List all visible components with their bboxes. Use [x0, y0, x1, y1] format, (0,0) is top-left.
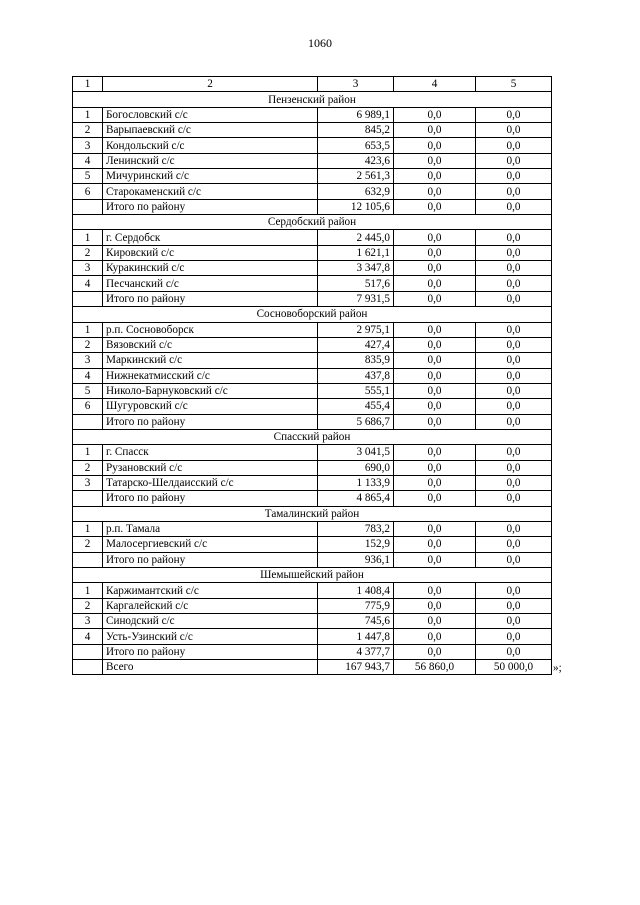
value-col-5: 0,0 [476, 414, 552, 429]
settlement-name: Кировский с/с [103, 245, 318, 260]
district-total-row [73, 491, 552, 506]
settlement-name: Итого по району [103, 552, 318, 567]
value-col-5: 0,0 [476, 153, 552, 168]
value-col-5: 0,0 [476, 245, 552, 260]
row-number [73, 644, 103, 659]
value-col-4: 0,0 [394, 123, 476, 138]
row-number: 2 [73, 245, 103, 260]
table-row [73, 337, 552, 352]
district-header-row [73, 568, 552, 583]
value-col-5: 0,0 [476, 552, 552, 567]
value-col-4: 0,0 [394, 491, 476, 506]
table-row [73, 153, 552, 168]
settlement-name: Итого по району [103, 491, 318, 506]
row-number: 4 [73, 368, 103, 383]
value-col-5: 0,0 [476, 521, 552, 536]
value-col-4: 56 860,0 [394, 660, 476, 675]
value-col-3: 6 989,1 [318, 107, 394, 122]
value-col-5: 0,0 [476, 291, 552, 306]
settlement-name: г. Сердобск [103, 230, 318, 245]
value-col-4: 0,0 [394, 337, 476, 352]
district-total-row [73, 644, 552, 659]
row-number [73, 660, 103, 675]
value-col-4: 0,0 [394, 414, 476, 429]
settlement-name: р.п. Сосновоборск [103, 322, 318, 337]
value-col-4: 0,0 [394, 583, 476, 598]
value-col-5: 0,0 [476, 123, 552, 138]
district-title: Шемышейский район [73, 568, 552, 583]
table-row [73, 107, 552, 122]
value-col-4: 0,0 [394, 107, 476, 122]
settlement-name: Всего [103, 660, 318, 675]
value-col-3: 7 931,5 [318, 291, 394, 306]
value-col-3: 745,6 [318, 614, 394, 629]
settlement-name: Шугуровский с/с [103, 399, 318, 414]
row-number: 2 [73, 460, 103, 475]
value-col-3: 152,9 [318, 537, 394, 552]
table-row [73, 445, 552, 460]
value-col-4: 0,0 [394, 644, 476, 659]
table-row [73, 460, 552, 475]
row-number: 2 [73, 123, 103, 138]
row-number [73, 414, 103, 429]
settlement-name: Малосергиевский с/с [103, 537, 318, 552]
settlement-name: Итого по району [103, 291, 318, 306]
row-number: 4 [73, 276, 103, 291]
value-col-4: 0,0 [394, 475, 476, 490]
row-number: 3 [73, 614, 103, 629]
row-number: 4 [73, 153, 103, 168]
value-col-3: 517,6 [318, 276, 394, 291]
value-col-4: 0,0 [394, 445, 476, 460]
row-number [73, 291, 103, 306]
settlement-name: Татарско-Шелдаисский с/с [103, 475, 318, 490]
value-col-3: 4 377,7 [318, 644, 394, 659]
value-col-5: 0,0 [476, 276, 552, 291]
settlement-name: Маркинский с/с [103, 353, 318, 368]
value-col-4: 0,0 [394, 614, 476, 629]
value-col-3: 167 943,7 [318, 660, 394, 675]
value-col-5: 0,0 [476, 184, 552, 199]
header-col-5: 5 [476, 77, 552, 92]
value-col-4: 0,0 [394, 460, 476, 475]
district-header-row [73, 506, 552, 521]
value-col-5: 0,0 [476, 629, 552, 644]
value-col-3: 632,9 [318, 184, 394, 199]
value-col-4: 0,0 [394, 322, 476, 337]
value-col-4: 0,0 [394, 368, 476, 383]
row-number: 1 [73, 521, 103, 536]
district-title: Пензенский район [73, 92, 552, 107]
table-row [73, 629, 552, 644]
row-number: 3 [73, 261, 103, 276]
table-row [73, 614, 552, 629]
table-row [73, 598, 552, 613]
page-number: 1060 [308, 36, 332, 50]
settlement-name: Каргалейский с/с [103, 598, 318, 613]
row-number: 3 [73, 475, 103, 490]
district-total-row [73, 414, 552, 429]
value-col-5: 50 000,0 [476, 660, 552, 675]
value-col-5: 0,0 [476, 491, 552, 506]
value-col-3: 783,2 [318, 521, 394, 536]
value-col-5: 0,0 [476, 583, 552, 598]
value-col-3: 775,9 [318, 598, 394, 613]
table-row [73, 399, 552, 414]
value-col-5: 0,0 [476, 614, 552, 629]
value-col-3: 690,0 [318, 460, 394, 475]
row-number: 3 [73, 138, 103, 153]
value-col-4: 0,0 [394, 291, 476, 306]
header-col-4: 4 [394, 77, 476, 92]
value-col-4: 0,0 [394, 353, 476, 368]
settlement-name: Варыпаевский с/с [103, 123, 318, 138]
table-row [73, 383, 552, 398]
value-col-4: 0,0 [394, 230, 476, 245]
district-title: Сердобский район [73, 215, 552, 230]
row-number [73, 491, 103, 506]
budget-table [72, 76, 552, 675]
value-col-5: 0,0 [476, 537, 552, 552]
value-col-5: 0,0 [476, 598, 552, 613]
district-title: Спасский район [73, 429, 552, 444]
grand-total-row [73, 660, 552, 675]
district-total-row [73, 199, 552, 214]
value-col-4: 0,0 [394, 138, 476, 153]
row-number [73, 199, 103, 214]
value-col-3: 423,6 [318, 153, 394, 168]
value-col-3: 455,4 [318, 399, 394, 414]
row-number: 5 [73, 169, 103, 184]
value-col-3: 2 975,1 [318, 322, 394, 337]
settlement-name: Куракинский с/с [103, 261, 318, 276]
value-col-5: 0,0 [476, 230, 552, 245]
value-col-4: 0,0 [394, 169, 476, 184]
table-row [73, 353, 552, 368]
value-col-5: 0,0 [476, 199, 552, 214]
table-row [73, 322, 552, 337]
table-row [73, 537, 552, 552]
value-col-5: 0,0 [476, 353, 552, 368]
table-row [73, 184, 552, 199]
table-row [73, 169, 552, 184]
row-number: 6 [73, 184, 103, 199]
closing-quote-mark: »; [553, 662, 562, 674]
value-col-3: 4 865,4 [318, 491, 394, 506]
settlement-name: р.п. Тамала [103, 521, 318, 536]
value-col-3: 1 408,4 [318, 583, 394, 598]
value-col-5: 0,0 [476, 169, 552, 184]
value-col-3: 1 133,9 [318, 475, 394, 490]
table-row [73, 475, 552, 490]
value-col-4: 0,0 [394, 383, 476, 398]
value-col-3: 936,1 [318, 552, 394, 567]
district-header-row [73, 429, 552, 444]
value-col-4: 0,0 [394, 552, 476, 567]
value-col-5: 0,0 [476, 644, 552, 659]
value-col-3: 845,2 [318, 123, 394, 138]
settlement-name: Итого по району [103, 414, 318, 429]
table-row [73, 583, 552, 598]
value-col-3: 437,8 [318, 368, 394, 383]
table-row [73, 368, 552, 383]
value-col-5: 0,0 [476, 383, 552, 398]
value-col-5: 0,0 [476, 475, 552, 490]
district-total-row [73, 552, 552, 567]
table-row [73, 245, 552, 260]
settlement-name: Усть-Узинский с/с [103, 629, 318, 644]
value-col-3: 427,4 [318, 337, 394, 352]
row-number: 2 [73, 537, 103, 552]
settlement-name: Старокаменский с/с [103, 184, 318, 199]
value-col-4: 0,0 [394, 399, 476, 414]
value-col-4: 0,0 [394, 276, 476, 291]
value-col-3: 2 561,3 [318, 169, 394, 184]
value-col-4: 0,0 [394, 184, 476, 199]
settlement-name: Синодский с/с [103, 614, 318, 629]
row-number: 1 [73, 445, 103, 460]
value-col-3: 2 445,0 [318, 230, 394, 245]
value-col-5: 0,0 [476, 261, 552, 276]
value-col-5: 0,0 [476, 445, 552, 460]
table-header-row [73, 77, 552, 92]
settlement-name: Николо-Барнуковский с/с [103, 383, 318, 398]
value-col-3: 835,9 [318, 353, 394, 368]
settlement-name: Песчанский с/с [103, 276, 318, 291]
value-col-4: 0,0 [394, 245, 476, 260]
value-col-5: 0,0 [476, 460, 552, 475]
district-title: Тамалинский район [73, 506, 552, 521]
row-number: 1 [73, 107, 103, 122]
value-col-4: 0,0 [394, 261, 476, 276]
row-number: 2 [73, 337, 103, 352]
value-col-4: 0,0 [394, 598, 476, 613]
value-col-3: 1 621,1 [318, 245, 394, 260]
district-header-row [73, 307, 552, 322]
value-col-5: 0,0 [476, 138, 552, 153]
value-col-3: 12 105,6 [318, 199, 394, 214]
district-header-row [73, 215, 552, 230]
value-col-5: 0,0 [476, 107, 552, 122]
value-col-3: 555,1 [318, 383, 394, 398]
header-col-1: 1 [73, 77, 103, 92]
settlement-name: Богословский с/с [103, 107, 318, 122]
settlement-name: Вязовский с/с [103, 337, 318, 352]
row-number: 5 [73, 383, 103, 398]
settlement-name: Итого по району [103, 199, 318, 214]
value-col-5: 0,0 [476, 399, 552, 414]
settlement-name: г. Спасск [103, 445, 318, 460]
district-title: Сосновоборский район [73, 307, 552, 322]
table-row [73, 230, 552, 245]
table-row [73, 521, 552, 536]
table-row [73, 138, 552, 153]
row-number [73, 552, 103, 567]
settlement-name: Ленинский с/с [103, 153, 318, 168]
header-col-2: 2 [103, 77, 318, 92]
row-number: 1 [73, 583, 103, 598]
row-number: 4 [73, 629, 103, 644]
table-row [73, 276, 552, 291]
row-number: 6 [73, 399, 103, 414]
value-col-5: 0,0 [476, 368, 552, 383]
value-col-5: 0,0 [476, 322, 552, 337]
header-col-3: 3 [318, 77, 394, 92]
value-col-4: 0,0 [394, 199, 476, 214]
district-header-row [73, 92, 552, 107]
settlement-name: Нижнекатмисский с/с [103, 368, 318, 383]
settlement-name: Итого по району [103, 644, 318, 659]
row-number: 3 [73, 353, 103, 368]
value-col-5: 0,0 [476, 337, 552, 352]
table-row [73, 261, 552, 276]
value-col-3: 3 347,8 [318, 261, 394, 276]
settlement-name: Кондольский с/с [103, 138, 318, 153]
settlement-name: Мичуринский с/с [103, 169, 318, 184]
row-number: 2 [73, 598, 103, 613]
value-col-4: 0,0 [394, 521, 476, 536]
settlement-name: Рузановский с/с [103, 460, 318, 475]
table-row [73, 123, 552, 138]
value-col-3: 3 041,5 [318, 445, 394, 460]
value-col-4: 0,0 [394, 153, 476, 168]
row-number: 1 [73, 230, 103, 245]
district-total-row [73, 291, 552, 306]
value-col-3: 653,5 [318, 138, 394, 153]
value-col-3: 1 447,8 [318, 629, 394, 644]
row-number: 1 [73, 322, 103, 337]
value-col-4: 0,0 [394, 629, 476, 644]
value-col-4: 0,0 [394, 537, 476, 552]
settlement-name: Каржимантский с/с [103, 583, 318, 598]
value-col-3: 5 686,7 [318, 414, 394, 429]
